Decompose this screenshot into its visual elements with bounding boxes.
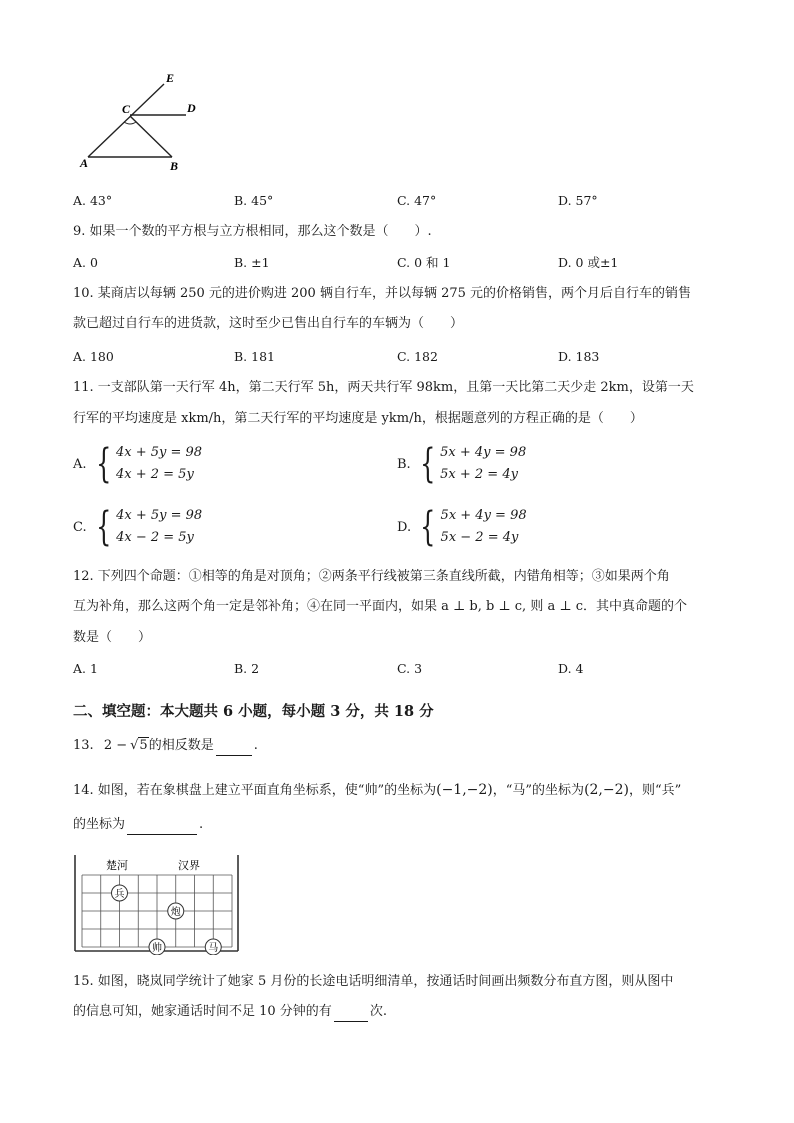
q10-text-line2: 款已超过自行车的进货款，这时至少已售出自行车的车辆为（ ）: [73, 316, 464, 331]
q15-answer-blank[interactable]: [334, 1021, 368, 1022]
q12-option-a[interactable]: A. 1: [73, 661, 98, 676]
river-label-left: 楚河: [106, 859, 128, 872]
equation: 4x + 5y = 98: [116, 508, 203, 523]
q12-text-line3: 数是（ ）: [73, 630, 152, 645]
q11-text-line2: 行军的平均速度是 xkm/h，第二天行军的平均速度是 ykm/h，根据题意列的方程正确的是（ ）: [73, 411, 643, 426]
sqrt-icon: √: [130, 738, 139, 753]
q10-option-a[interactable]: A. 180: [73, 349, 114, 364]
q13-answer-blank[interactable]: [216, 755, 252, 756]
q13-end: .: [253, 738, 258, 753]
q10-option-b[interactable]: B. 181: [234, 349, 275, 364]
piece-ma: [205, 939, 221, 955]
equation: 5x + 4y = 98: [440, 445, 527, 460]
q15-text-b: 次.: [369, 1004, 387, 1019]
brace-icon: {: [95, 441, 111, 487]
q10-option-c[interactable]: C. 182: [397, 349, 438, 364]
q9-option-a[interactable]: A. 0: [73, 255, 98, 270]
segment-ac-ray: [88, 84, 164, 157]
q12-option-d[interactable]: D. 4: [558, 661, 584, 676]
equation: 5x + 2 = 4y: [440, 467, 518, 482]
q11-option-c[interactable]: [73, 505, 202, 549]
q13-expr: 2 −: [103, 738, 128, 753]
section-heading: 二、填空题：本大题共 6 小题，每小题 3 分，共 18 分: [73, 703, 434, 720]
brace-icon: {: [419, 441, 436, 487]
svg-text:帅: 帅: [152, 943, 162, 954]
q14-text-c: ，则“兵”: [628, 783, 682, 798]
label-e: E: [166, 71, 175, 85]
q15-text-line1: 15. 如图，晓岚同学统计了她家 5 月份的长途电话明细清单，按通话时间画出频数分布直方图，则从图中: [73, 974, 674, 989]
q8-option-b[interactable]: B. 45°: [234, 193, 274, 208]
option-label: B.: [397, 456, 411, 472]
segment-cb: [130, 116, 172, 157]
q15-text-a: 的信息可知，她家通话时间不足 10 分钟的有: [73, 1004, 332, 1019]
svg-text:兵: 兵: [114, 889, 125, 900]
q9-option-d[interactable]: D. 0 或±1: [558, 255, 619, 270]
river-label-right: 汉界: [178, 859, 200, 872]
equation: 5x + 4y = 98: [440, 508, 527, 523]
piece-shuai: [149, 939, 165, 955]
label-a: A: [80, 156, 89, 170]
q14-text-d: 的坐标为: [73, 817, 126, 832]
q12-option-c[interactable]: C. 3: [397, 661, 423, 676]
label-b: B: [170, 159, 179, 173]
q14-text-line1: [73, 780, 681, 801]
option-label: A.: [73, 456, 87, 472]
q13-number: 13.: [73, 738, 94, 753]
q14-text-a: 14. 如图，若在象棋盘上建立平面直角坐标系，使“帅”的坐标为: [73, 783, 437, 798]
q11-option-a[interactable]: [73, 442, 202, 486]
brace-icon: {: [95, 504, 111, 550]
q14-text-b: ，“马”的坐标为: [492, 783, 585, 798]
q8-option-d[interactable]: D. 57°: [558, 193, 598, 208]
piece-pao: [168, 903, 184, 919]
label-c: C: [122, 102, 131, 116]
svg-text:马: 马: [208, 943, 219, 954]
label-d: D: [187, 101, 196, 115]
chessboard-figure: [72, 855, 242, 955]
equation: 4x + 2 = 5y: [115, 467, 194, 482]
q11-option-b[interactable]: [397, 442, 526, 486]
q14-coord-ma: (2,−2): [584, 782, 629, 798]
piece-bing: [112, 885, 128, 901]
option-label: D.: [397, 519, 412, 535]
svg-text:炮: 炮: [170, 907, 181, 918]
q14-coord-shuai: (−1,−2): [436, 782, 493, 798]
q11-option-d[interactable]: [397, 505, 527, 549]
board-grid: [82, 875, 232, 947]
option-label: C.: [73, 519, 87, 535]
q14-end: .: [199, 817, 204, 832]
brace-icon: {: [420, 504, 436, 550]
q13-text: [73, 736, 258, 756]
q13-radicand: 5: [139, 738, 148, 753]
q15-text-line2: [73, 1002, 387, 1022]
equation: 5x − 2 = 4y: [440, 530, 519, 545]
q14-text-line2: [73, 815, 203, 835]
q10-text-line1: 10. 某商店以每辆 250 元的进价购进 200 辆自行车，并以每辆 275 元的价格销售，两个月后自行车的销售: [73, 286, 692, 301]
equation: 4x − 2 = 5y: [116, 530, 194, 545]
angle-arc: [124, 122, 136, 124]
q12-text-line1: 12. 下列四个命题：①相等的角是对顶角；②两条平行线被第三条直线所截，内错角相等；③如果两个角: [73, 569, 670, 584]
q9-option-b[interactable]: B. ±1: [234, 255, 270, 270]
equation: 4x + 5y = 98: [115, 445, 203, 460]
q8-option-c[interactable]: C. 47°: [397, 193, 437, 208]
q12-option-b[interactable]: B. 2: [234, 661, 260, 676]
q11-text-line1: 11. 一支部队第一天行军 4h，第二天行军 5h，两天共行军 98km，且第一天比第二天少走 2km，设第一天: [73, 380, 694, 395]
q13-suffix: 的相反数是: [148, 738, 214, 753]
q9-text: 9. 如果一个数的平方根与立方根相同，那么这个数是（ ）.: [73, 224, 432, 239]
geometry-figure: [70, 62, 220, 177]
q14-answer-blank[interactable]: [127, 834, 197, 835]
q9-option-c[interactable]: C. 0 和 1: [397, 255, 451, 270]
q8-option-a[interactable]: A. 43°: [73, 193, 113, 208]
q10-option-d[interactable]: D. 183: [558, 349, 600, 364]
q12-text-line2: 互为补角，那么这两个角一定是邻补角；④在同一平面内，如果 a ⊥ b, b ⊥ c, 则 a ⊥ c．其中真命题的个: [73, 599, 687, 614]
